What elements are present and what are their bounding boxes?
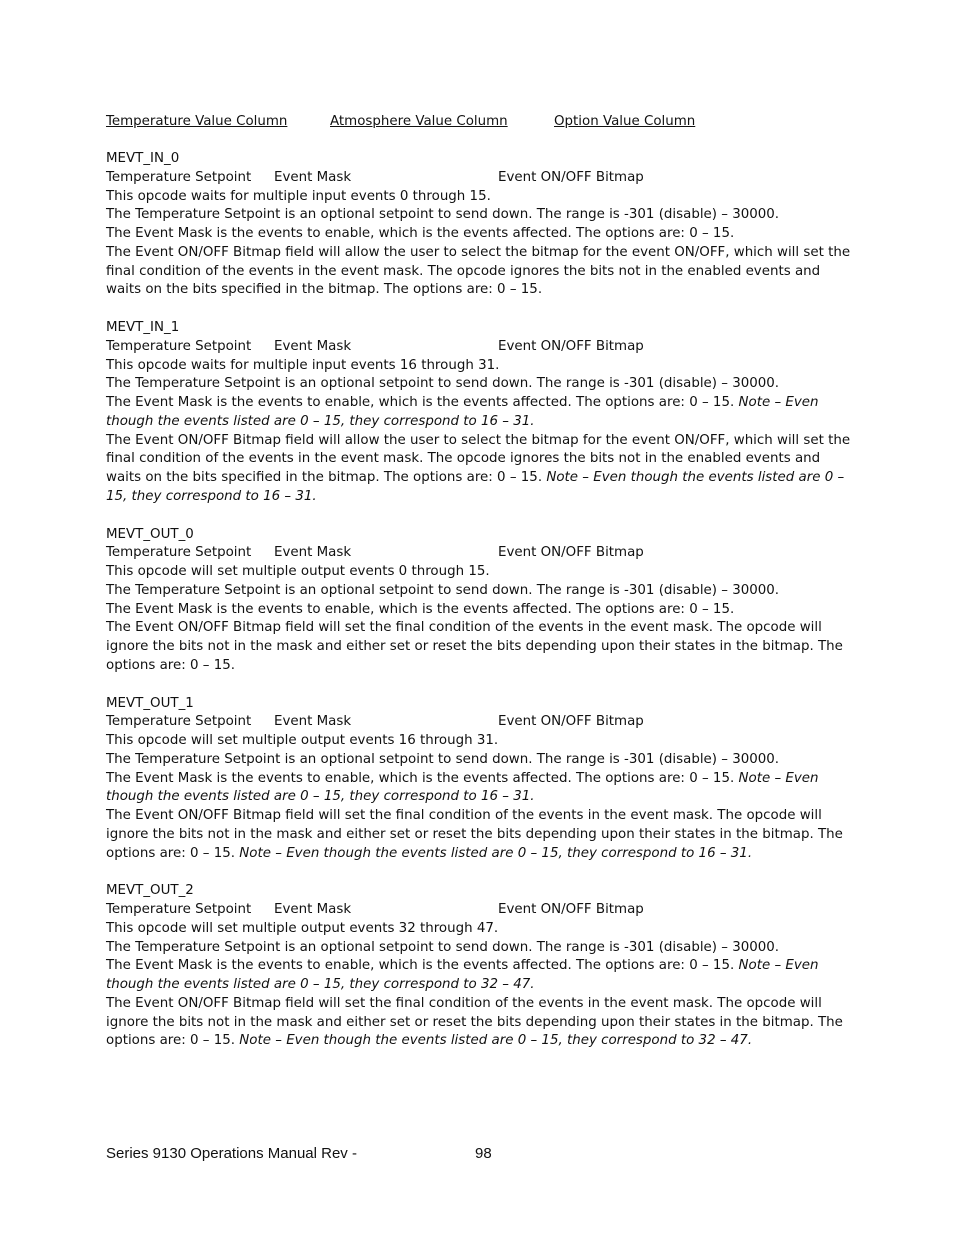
field-label: Event ON/OFF Bitmap xyxy=(498,714,644,730)
page-number: 98 xyxy=(475,1145,492,1162)
option-column-header: Option Value Column xyxy=(554,114,696,129)
description-line xyxy=(106,920,851,939)
description-text: This opcode will set multiple output events 32 through 47. xyxy=(106,920,499,936)
description-text: The Event Mask is the events to enable, which is the events affected. The options are: 0 – 15. xyxy=(106,226,735,241)
field-label: Event Mask xyxy=(274,169,352,185)
description-text: The Event Mask is the events to enable, which is the events affected. The options are: 0 – 15. xyxy=(106,601,735,617)
opcode-fields xyxy=(106,169,851,188)
description-text: The Temperature Setpoint is an optional setpoint to send down. The range is -301 (disable) – 30000. xyxy=(106,376,780,392)
description-line xyxy=(106,995,851,1051)
opcode-name: MEVT_IN_0 xyxy=(106,151,180,166)
opcode-name: MEVT_OUT_2 xyxy=(106,883,194,899)
opcode-name: MEVT_OUT_0 xyxy=(106,526,194,542)
field-label: Event ON/OFF Bitmap xyxy=(498,169,644,185)
description-line xyxy=(106,582,851,601)
page-footer xyxy=(106,1145,492,1162)
field-label: Event ON/OFF Bitmap xyxy=(498,902,644,917)
description-text: The Temperature Setpoint is an optional setpoint to send down. The range is -301 (disable) – 30000. xyxy=(106,582,780,598)
opcode-name: MEVT_OUT_1 xyxy=(106,695,194,711)
description-text: This opcode will set multiple output events 0 through 15. xyxy=(106,564,490,579)
description-line xyxy=(106,357,851,376)
note-text: Note – Even though the events listed are 0 – 15, they correspond to 16 – 31. xyxy=(106,770,819,805)
description-text: The Event ON/OFF Bitmap field will set the final condition of the events in the event mask. The opcode will ignore the bits not in the mask and either set or reset the bits depending upon their states in the bitmap. The options are: 0 – 15. xyxy=(106,808,843,861)
field-label: Temperature Setpoint xyxy=(106,545,252,561)
description-text: The Temperature Setpoint is an optional setpoint to send down. The range is -301 (disable) – 30000. xyxy=(106,207,780,223)
description-text: The Event Mask is the events to enable, which is the events affected. The options are: 0 – 15. xyxy=(106,770,735,786)
description-text: This opcode waits for multiple input events 0 through 15. xyxy=(106,188,491,204)
field-label: Temperature Setpoint xyxy=(106,338,252,354)
temperature-column-header: Temperature Value Column xyxy=(106,114,288,129)
description-line xyxy=(106,732,851,751)
description-line xyxy=(106,394,851,432)
atmosphere-column-header: Atmosphere Value Column xyxy=(330,114,508,129)
note-text: Note – Even though the events listed are 0 – 15, they correspond to 16 – 31. xyxy=(106,395,819,429)
field-label: Event ON/OFF Bitmap xyxy=(498,338,644,354)
description-line xyxy=(106,188,851,207)
column-headers xyxy=(106,112,851,131)
description-text: The Event Mask is the events to enable, which is the events affected. The options are: 0 – 15. xyxy=(106,395,735,410)
description-line xyxy=(106,939,851,958)
note-text: Note – Even though the events listed are 0 – 15, they correspond to 32 – 47. xyxy=(235,1033,753,1049)
description-line xyxy=(106,432,851,507)
field-label: Event Mask xyxy=(274,902,352,917)
field-label: Event Mask xyxy=(274,338,352,354)
description-line xyxy=(106,375,851,394)
description-text: The Event Mask is the events to enable, which is the events affected. The options are: 0 – 15. xyxy=(106,958,735,974)
description-line xyxy=(106,225,851,244)
opcode-section xyxy=(106,695,851,864)
description-line xyxy=(106,751,851,770)
field-label: Event ON/OFF Bitmap xyxy=(498,545,644,561)
description-text: The Event ON/OFF Bitmap field will allow the user to select the bitmap for the event ON/OFF, which will set the final condition of the events in the event mask. The opcode ignores the bits not in the enabled events and waits on the bits specified in the bitmap. The options are: 0 – 15. xyxy=(106,432,851,485)
opcode-name: MEVT_IN_1 xyxy=(106,320,180,335)
description-line xyxy=(106,957,851,995)
opcode-section xyxy=(106,319,851,507)
opcode-fields xyxy=(106,544,851,563)
opcode-fields xyxy=(106,901,851,920)
opcode-section xyxy=(106,150,851,300)
field-label: Temperature Setpoint xyxy=(106,714,252,730)
description-line xyxy=(106,619,851,675)
description-text: The Event ON/OFF Bitmap field will allow the user to select the bitmap for the event ON/OFF, which will set the final condition of the events in the event mask. The opcode ignores the bits not in the enabled events and waits on the bits specified in the bitmap. The options are: 0 – 15. xyxy=(106,244,851,298)
field-label: Temperature Setpoint xyxy=(106,902,252,917)
note-text: Note – Even though the events listed are 0 – 15, they correspond to 32 – 47. xyxy=(106,958,819,992)
opcode-fields xyxy=(106,713,851,732)
description-text: This opcode will set multiple output events 16 through 31. xyxy=(106,733,499,748)
description-text: This opcode waits for multiple input events 16 through 31. xyxy=(106,357,500,373)
note-text: Note – Even though the events listed are 0 – 15, they correspond to 16 – 31. xyxy=(106,470,845,504)
footer-title: Series 9130 Operations Manual Rev - xyxy=(106,1145,357,1162)
field-label: Temperature Setpoint xyxy=(106,169,252,185)
description-line xyxy=(106,770,851,808)
description-line xyxy=(106,601,851,620)
description-line xyxy=(106,807,851,863)
field-label: Event Mask xyxy=(274,714,352,730)
description-line xyxy=(106,244,851,300)
description-line xyxy=(106,206,851,225)
description-text: The Event ON/OFF Bitmap field will set the final condition of the events in the event mask. The opcode will ignore the bits not in the mask and either set or reset the bits depending upon their states in the bitmap. The options are: 0 – 15. xyxy=(106,995,843,1049)
opcode-fields xyxy=(106,338,851,357)
opcode-sections xyxy=(106,150,851,1051)
note-text: Note – Even though the events listed are 0 – 15, they correspond to 16 – 31. xyxy=(235,845,753,861)
opcode-section xyxy=(106,526,851,676)
page-body xyxy=(106,112,851,1051)
field-label: Event Mask xyxy=(274,545,352,561)
description-line xyxy=(106,563,851,582)
opcode-section xyxy=(106,882,851,1051)
description-text: The Temperature Setpoint is an optional setpoint to send down. The range is -301 (disable) – 30000. xyxy=(106,939,780,955)
description-text: The Temperature Setpoint is an optional setpoint to send down. The range is -301 (disable) – 30000. xyxy=(106,751,780,767)
description-text: The Event ON/OFF Bitmap field will set the final condition of the events in the event mask. The opcode will ignore the bits not in the mask and either set or reset the bits depending upon their states in the bitmap. The options are: 0 – 15. xyxy=(106,620,843,673)
